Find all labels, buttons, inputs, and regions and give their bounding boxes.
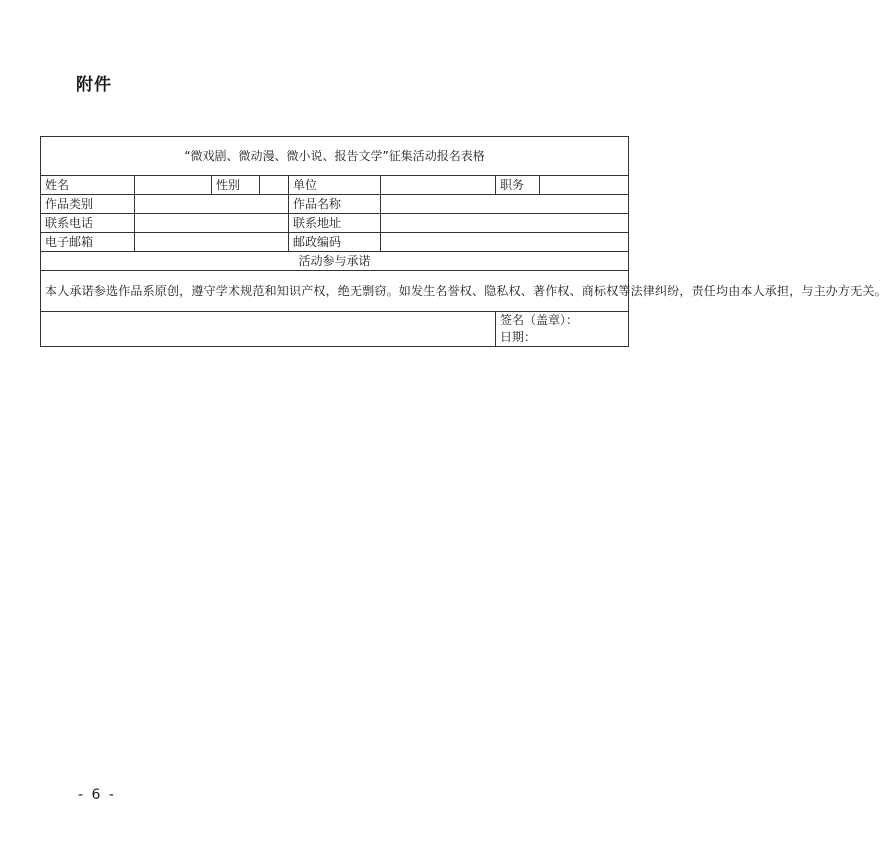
work-name-label: 作品名称: [289, 195, 381, 214]
signature-label: 签名（盖章）：: [500, 313, 579, 327]
form-title: “微戏剧、微动漫、微小说、报告文学”征集活动报名表格: [41, 137, 629, 176]
address-label: 联系地址: [289, 214, 381, 233]
category-field[interactable]: [135, 195, 289, 214]
gender-label: 性别: [212, 176, 260, 195]
phone-label: 联系电话: [41, 214, 135, 233]
position-label: 职务: [496, 176, 540, 195]
email-field[interactable]: [135, 233, 289, 252]
signature-cell[interactable]: [496, 312, 629, 347]
unit-label: 单位: [289, 176, 381, 195]
position-field[interactable]: [540, 176, 629, 195]
name-label: 姓名: [41, 176, 135, 195]
pledge-blank-area: [41, 312, 496, 347]
address-field[interactable]: [381, 214, 629, 233]
page-number: - 6 -: [78, 787, 116, 803]
unit-field[interactable]: [381, 176, 496, 195]
email-label: 电子邮箱: [41, 233, 135, 252]
name-field[interactable]: [135, 176, 212, 195]
pledge-header: 活动参与承诺: [41, 252, 629, 271]
gender-field[interactable]: [260, 176, 289, 195]
registration-form-table: [40, 136, 887, 347]
work-name-field[interactable]: [381, 195, 629, 214]
postcode-label: 邮政编码: [289, 233, 381, 252]
date-label: 日期：: [500, 330, 537, 344]
pledge-text: 本人承诺参选作品系原创，遵守学术规范和知识产权，绝无剽窃。如发生名誉权、隐私权、著作权、商标权等法律纠纷，责任均由本人承担，与主办方无关。: [41, 271, 629, 312]
phone-field[interactable]: [135, 214, 289, 233]
attachment-label: 附件: [76, 75, 112, 95]
postcode-field[interactable]: [381, 233, 629, 252]
category-label: 作品类别: [41, 195, 135, 214]
